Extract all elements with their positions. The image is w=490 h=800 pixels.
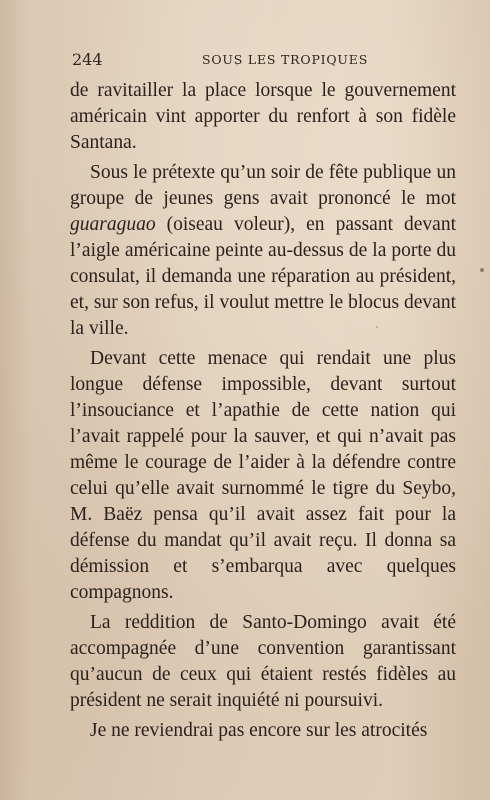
- paragraph-2: [70, 160, 456, 342]
- paper-speck: [480, 268, 484, 272]
- paper-speck: [236, 64, 238, 66]
- paragraph-2-after: (oiseau voleur), en passant devant l’aigle américaine peinte au-dessus de la porte du consulat, il demanda une réparation au président, et, sur son refus, il voulut mettre le blocus devant la ville.: [70, 214, 456, 339]
- paragraph-5: Je ne reviendrai pas encore sur les atrocités: [90, 720, 428, 741]
- page-number: 244: [72, 50, 103, 69]
- paper-speck: [376, 326, 378, 328]
- paragraph-3: Devant cette menace qui rendait une plus longue défense impossible, devant surtout l’insouciance et l’apathie de cette nation qui l’avait rappelé pour la sauver, et qui n’avait pas même le courage de l’aider à la défendre contre celui qu’elle avait surnommé le tigre du Seybo, M. Baëz pensa qu’il avait assez fait pour la défense du mandat qu’il avait reçu. Il donna sa démission et s’embarqua avec quelques compagnons.: [70, 348, 456, 603]
- paragraph-4: La reddition de Santo-Domingo avait été accompagnée d’une convention garantissant qu’aucun de ceux qui étaient restés fidèles au président ne serait inquiété ni poursuivi.: [70, 612, 456, 711]
- running-head: SOUS LES TROPIQUES: [202, 52, 369, 67]
- paragraph-1: de ravitailler la place lorsque le gouvernement américain vint apporter du renfort à son fidèle Santana.: [70, 80, 456, 153]
- paragraph-2-before: Sous le prétexte qu’un soir de fête publique un groupe de jeunes gens avait prononcé le mot: [70, 162, 456, 209]
- italic-word: guaraguao: [70, 214, 156, 235]
- page-header: [72, 50, 457, 72]
- body-text: [70, 78, 456, 748]
